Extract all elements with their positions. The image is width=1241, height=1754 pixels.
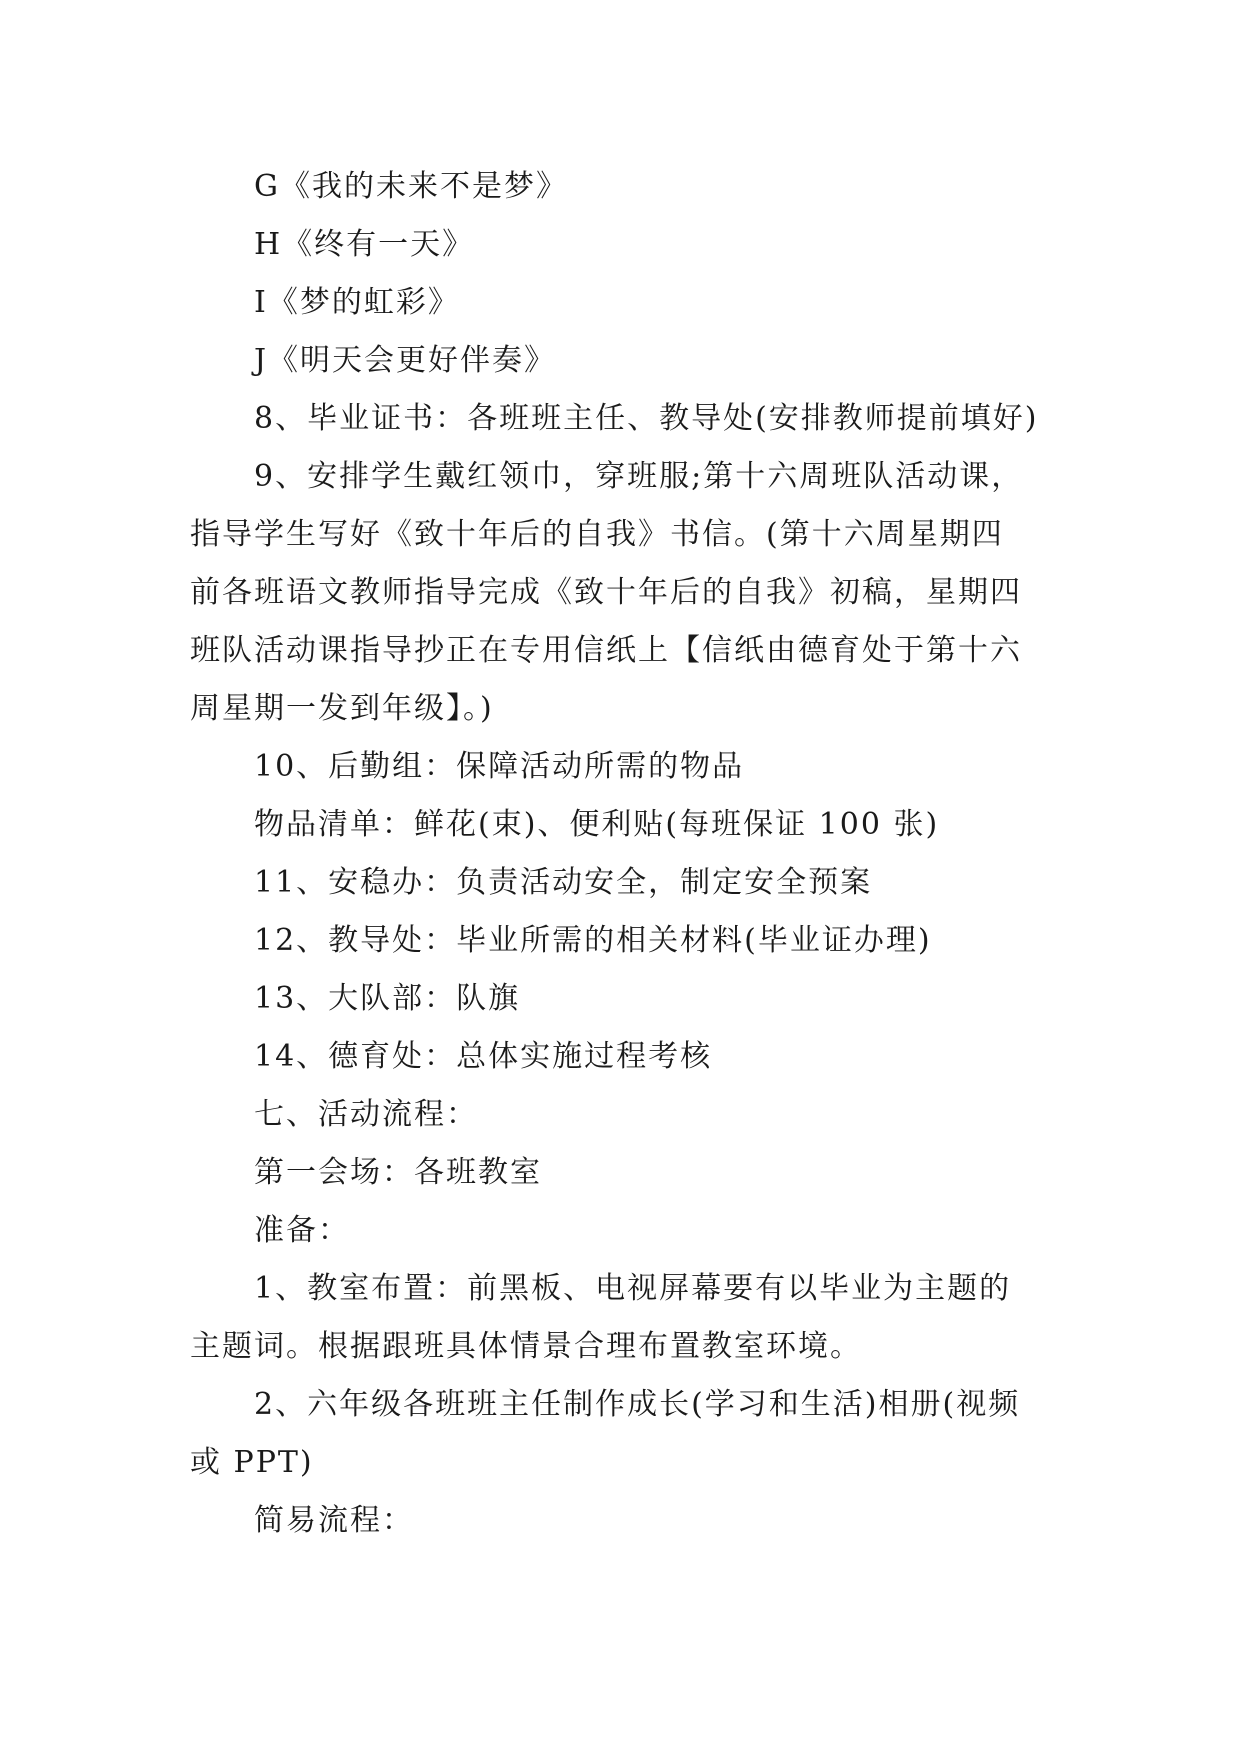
text-line: 12、教导处：毕业所需的相关材料(毕业证办理)	[254, 923, 932, 958]
text-line: 1、教室布置：前黑板、电视屏幕要有以毕业为主题的	[254, 1271, 1012, 1306]
text-line: 8、毕业证书：各班班主任、教导处(安排教师提前填好)	[254, 401, 1039, 436]
text-line: 2、六年级各班班主任制作成长(学习和生活)相册(视频	[254, 1387, 1021, 1422]
text-line: 周星期一发到年级】。)	[190, 691, 494, 726]
text-line: 班队活动课指导抄正在专用信纸上【信纸由德育处于第十六	[190, 633, 1022, 668]
section-heading: 七、活动流程：	[254, 1097, 478, 1132]
text-line: 主题词。根据跟班具体情景合理布置教室环境。	[190, 1329, 862, 1364]
text-line: J《明天会更好伴奏》	[254, 343, 557, 378]
text-line: G《我的未来不是梦》	[254, 169, 568, 204]
document-body	[190, 158, 1060, 1550]
text-line: 9、安排学生戴红领巾，穿班服;第十六周班队活动课，	[254, 459, 1024, 494]
text-line: 指导学生写好《致十年后的自我》书信。(第十六周星期四	[190, 517, 1004, 552]
text-line: 准备：	[254, 1213, 350, 1248]
text-line: 或 PPT)	[190, 1445, 314, 1480]
text-line: I《梦的虹彩》	[254, 285, 460, 320]
text-line: 简易流程：	[254, 1503, 414, 1538]
text-line: 13、大队部：队旗	[254, 981, 521, 1016]
text-line: 11、安稳办：负责活动安全，制定安全预案	[254, 865, 873, 900]
text-line: 物品清单：鲜花(束)、便利贴(每班保证 100 张)	[254, 807, 940, 842]
text-line: 第一会场：各班教室	[254, 1155, 542, 1190]
text-line: 14、德育处：总体实施过程考核	[254, 1039, 713, 1074]
text-line: H《终有一天》	[254, 227, 475, 262]
text-line: 10、后勤组：保障活动所需的物品	[254, 749, 745, 784]
text-line: 前各班语文教师指导完成《致十年后的自我》初稿，星期四	[190, 575, 1022, 610]
